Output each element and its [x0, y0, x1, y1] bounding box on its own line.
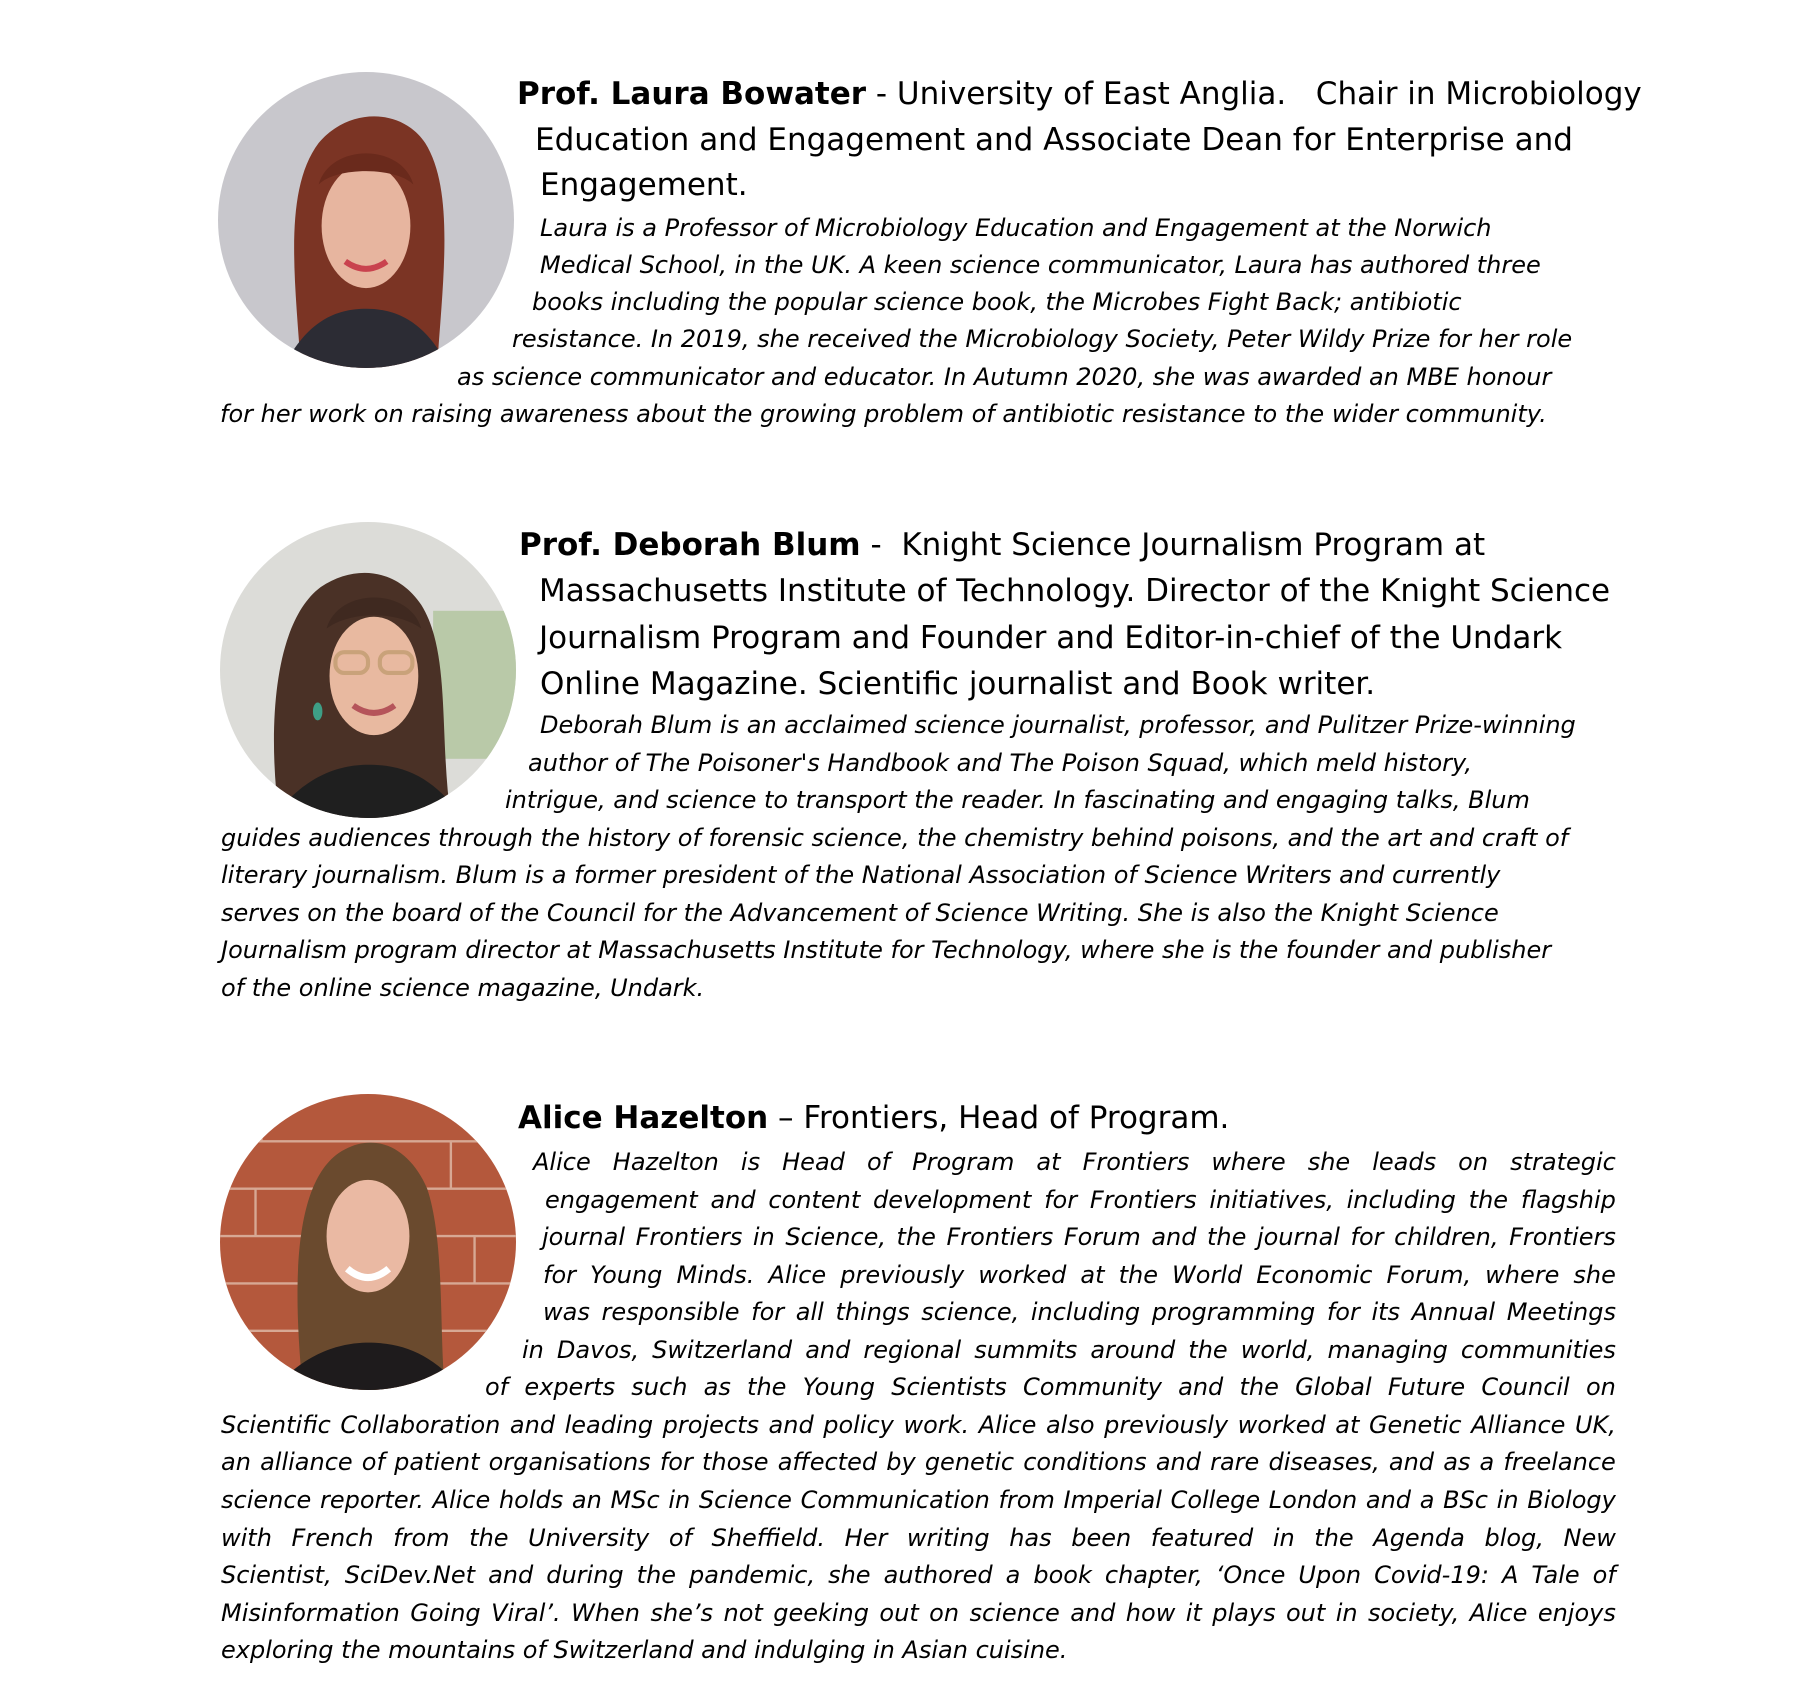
speaker-heading-line-3: Engagement. — [540, 167, 748, 203]
bio-line: as science communicator and educator. In Autumn 2020, she was awarded an MBE honour — [457, 363, 1552, 391]
bio-line: resistance. In 2019, she received the Microbiology Society, Peter Wildy Prize for her role — [512, 325, 1573, 353]
bio-line: science reporter. Alice holds an MSc in Science Communication from Imperial College London and a BSc in Biology — [221, 1486, 1616, 1514]
speaker-photo-alice-hazelton — [220, 1094, 516, 1390]
bio-line: an alliance of patient organisations for those affected by genetic conditions and rare diseases, and as a freelance — [221, 1448, 1616, 1476]
bio-line: Alice Hazelton is Head of Program at Frontiers where she leads on strategic — [533, 1148, 1616, 1176]
speaker-heading-line-2: Massachusetts Institute of Technology. Director of the Knight Science — [539, 573, 1611, 609]
bio-line: Laura is a Professor of Microbiology Education and Engagement at the Norwich — [540, 214, 1492, 242]
bio-line: Medical School, in the UK. A keen science communicator, Laura has authored three — [540, 251, 1541, 279]
speaker-heading-line-1: Prof. Laura Bowater - University of East Anglia. Chair in Microbiology — [517, 76, 1642, 112]
bio-line: books including the popular science book, the Microbes Fight Back; antibiotic — [532, 288, 1462, 316]
bio-line: for Young Minds. Alice previously worked at the World Economic Forum, where she — [543, 1261, 1616, 1289]
bio-line: intrigue, and science to transport the reader. In fascinating and engaging talks, Blum — [505, 786, 1530, 814]
bio-line: of experts such as the Young Scientists Community and the Global Future Council on — [485, 1373, 1616, 1401]
speaker-name: Alice Hazelton — [518, 1100, 769, 1136]
speaker-heading-line-4: Online Magazine. Scientific journalist and Book writer. — [540, 666, 1376, 702]
bio-line: literary journalism. Blum is a former president of the National Association of Science Writers and currently — [221, 861, 1501, 889]
bio-line: guides audiences through the history of forensic science, the chemistry behind poisons, and the art and craft of — [221, 824, 1569, 852]
bio-line: was responsible for all things science, including programming for its Annual Meetings — [543, 1298, 1616, 1326]
speaker-photo-laura-bowater — [218, 72, 514, 368]
bio-line: author of The Poisoner's Handbook and The Poison Squad, which meld history, — [528, 749, 1472, 777]
bio-line: of the online science magazine, Undark. — [221, 974, 705, 1002]
bio-line: Deborah Blum is an acclaimed science journalist, professor, and Pulitzer Prize-winning — [540, 711, 1576, 739]
bio-line: Scientific Collaboration and leading projects and policy work. Alice also previously worked at Genetic Alliance UK, — [221, 1411, 1616, 1439]
speaker-heading-line-3: Journalism Program and Founder and Editor-in-chief of the Undark — [539, 620, 1563, 656]
bio-line: Journalism program director at Massachusetts Institute for Technology, where she is the founder and publisher — [221, 936, 1552, 964]
speaker-name: Prof. Laura Bowater — [517, 76, 867, 112]
bio-line: engagement and content development for Frontiers initiatives, including the flagship — [545, 1186, 1616, 1214]
bio-line: in Davos, Switzerland and regional summits around the world, managing communities — [522, 1336, 1616, 1364]
speaker-photo-deborah-blum — [220, 522, 516, 818]
speaker-name: Prof. Deborah Blum — [519, 527, 861, 563]
bio-line: Scientist, SciDev.Net and during the pandemic, she authored a book chapter, ‘Once Upon Covid-19: A Tale of — [221, 1561, 1616, 1589]
bio-line: Misinformation Going Viral’. When she’s not geeking out on science and how it plays out in society, Alice enjoys — [221, 1599, 1616, 1627]
speaker-heading-line-1: Alice Hazelton – Frontiers, Head of Program. — [518, 1100, 1230, 1136]
bio-line: for her work on raising awareness about the growing problem of antibiotic resistance to the wider community. — [220, 400, 1547, 428]
bio-line: with French from the University of Sheffield. Her writing has been featured in the Agenda blog, New — [221, 1524, 1616, 1552]
bio-line: exploring the mountains of Switzerland and indulging in Asian cuisine. — [221, 1636, 1068, 1664]
speaker-heading-line-2: Education and Engagement and Associate Dean for Enterprise and — [535, 122, 1573, 158]
bio-line: journal Frontiers in Science, the Frontiers Forum and the journal for children, Frontiers — [542, 1223, 1616, 1251]
bio-line: serves on the board of the Council for the Advancement of Science Writing. She is also the Knight Science — [221, 899, 1499, 927]
speaker-heading-line-1: Prof. Deborah Blum - Knight Science Journalism Program at — [519, 527, 1486, 563]
